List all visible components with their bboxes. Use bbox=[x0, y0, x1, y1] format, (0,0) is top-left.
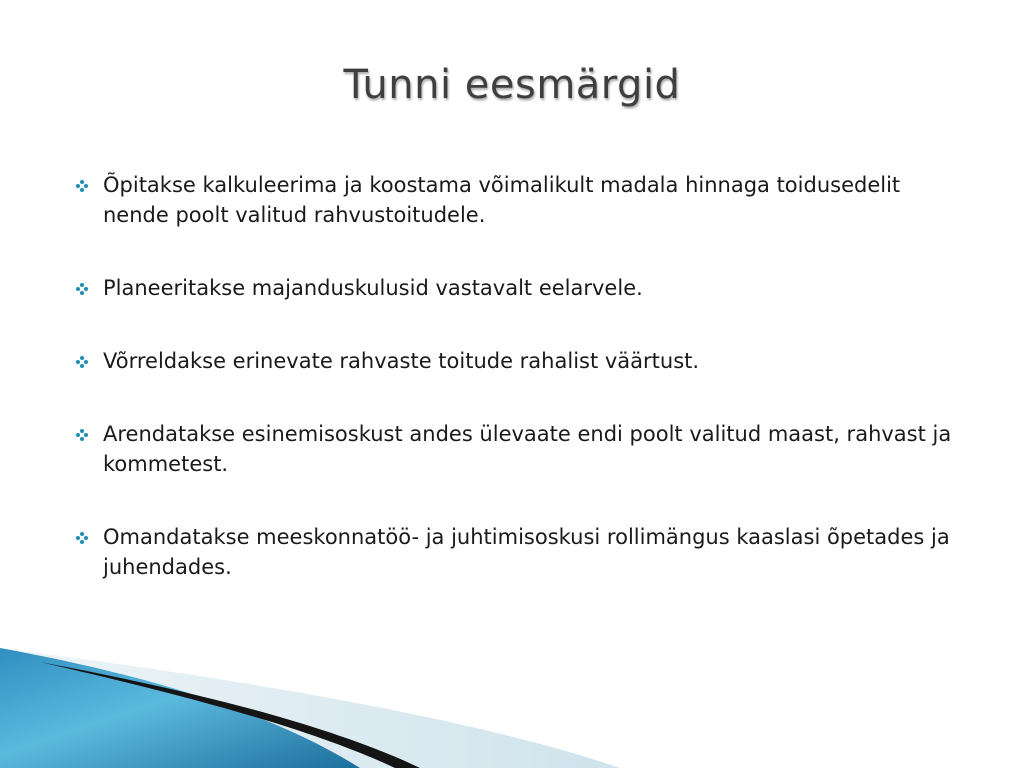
bullet-list bbox=[72, 170, 972, 625]
list-item bbox=[72, 273, 972, 303]
list-item bbox=[72, 346, 972, 376]
diamond-dots-icon bbox=[75, 282, 89, 296]
diamond-dots-icon bbox=[75, 428, 89, 442]
diamond-dots-icon bbox=[75, 179, 89, 193]
diamond-dots-icon bbox=[75, 531, 89, 545]
bullet-text: Omandatakse meeskonnatöö- ja juhtimisoskusi rollimängus kaaslasi õpetades ja juhendades. bbox=[103, 525, 950, 579]
slide-title: Tunni eesmärgid bbox=[343, 62, 681, 108]
bullet-text: Arendatakse esinemisoskust andes ülevaate endi poolt valitud maast, rahvast ja kommetest. bbox=[103, 422, 952, 476]
bullet-text: Võrreldakse erinevate rahvaste toitude rahalist väärtust. bbox=[103, 349, 700, 373]
list-item bbox=[72, 170, 972, 230]
diamond-dots-icon bbox=[75, 355, 89, 369]
list-item bbox=[72, 419, 972, 479]
list-item bbox=[72, 522, 972, 582]
bullet-text: Planeeritakse majanduskulusid vastavalt eelarvele. bbox=[103, 276, 643, 300]
bullet-text: Õpitakse kalkuleerima ja koostama võimalikult madala hinnaga toidusedelit nende poolt valitud rahvustoitudele. bbox=[103, 173, 901, 227]
